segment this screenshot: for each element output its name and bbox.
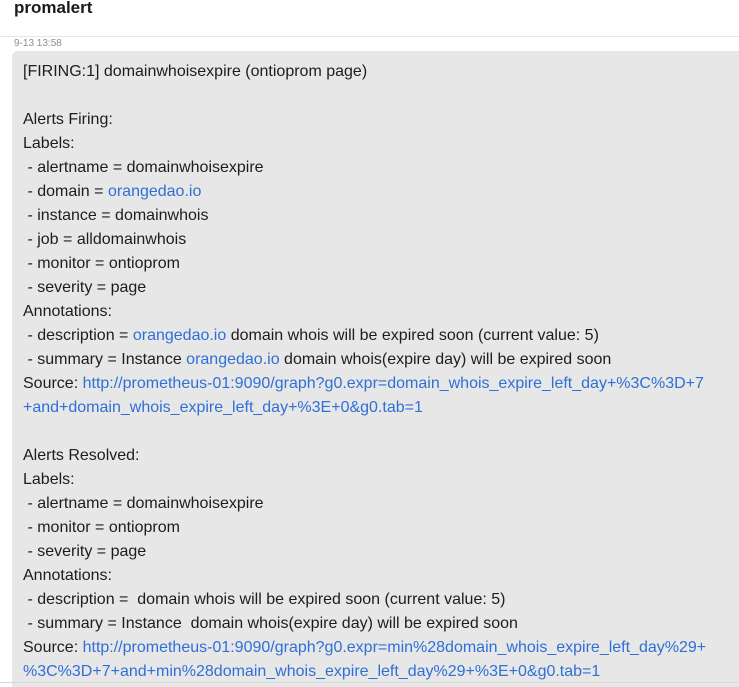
- message-line: [23, 180, 729, 204]
- message-text: - monitor = ontioprom: [23, 255, 180, 272]
- message-line: [23, 132, 729, 156]
- message-text: - job = alldomainwhois: [23, 231, 187, 248]
- message-text: Annotations:: [23, 567, 112, 584]
- divider: [0, 682, 739, 683]
- message-bubble[interactable]: [12, 51, 739, 687]
- message-line: [23, 444, 729, 468]
- message-link[interactable]: http://prometheus-01:9090/graph?g0.expr=domain_whois_expire_left_day+%3C%3D+7: [82, 375, 704, 392]
- message-text: Labels:: [23, 471, 75, 488]
- chat-header: [0, 0, 739, 37]
- message-line: [23, 60, 729, 84]
- message-link[interactable]: orangedao.io: [132, 327, 227, 344]
- message-text: - severity = page: [23, 543, 147, 560]
- message-text: Source:: [23, 375, 83, 392]
- message-text: domain whois will be expired soon (current value: 5): [226, 327, 599, 344]
- message-text: - description = domain whois will be expired soon (current value: 5): [23, 591, 506, 608]
- message-text: Annotations:: [23, 303, 112, 320]
- message-link[interactable]: %3C%3D+7+and+min%28domain_whois_expire_left_day%29+%3E+0&g0.tab=1: [23, 663, 601, 680]
- message-link[interactable]: orangedao.io: [107, 183, 202, 200]
- message-text: domain whois(expire day) will be expired soon: [279, 351, 612, 368]
- message-line: [23, 300, 729, 324]
- message-line: [23, 516, 729, 540]
- message-text: Labels:: [23, 135, 75, 152]
- message-line: [23, 372, 729, 396]
- message-line: [23, 252, 729, 276]
- message-line: [23, 564, 729, 588]
- message-line: [23, 540, 729, 564]
- message-text: - domain =: [23, 183, 108, 200]
- blank-line: [23, 420, 729, 444]
- message-text: - alertname = domainwhoisexpire: [23, 495, 264, 512]
- message-line: [23, 324, 729, 348]
- message-line: [23, 612, 729, 636]
- message-text: - monitor = ontioprom: [23, 519, 180, 536]
- chat-title: promalert: [14, 0, 93, 17]
- message-line: [23, 276, 729, 300]
- message-line: [23, 636, 729, 660]
- message-timestamp: 9-13 13:58: [14, 38, 62, 49]
- message-line: [23, 108, 729, 132]
- message-link[interactable]: orangedao.io: [186, 351, 280, 368]
- message-line: [23, 588, 729, 612]
- message-text: Alerts Resolved:: [23, 447, 140, 464]
- message-text: Alerts Firing:: [23, 111, 113, 128]
- message-text: - summary = Instance: [23, 351, 187, 368]
- message-text: [FIRING:1] domainwhoisexpire (ontioprom page): [23, 63, 368, 80]
- message-text: - severity = page: [23, 279, 147, 296]
- message-line: [23, 348, 729, 372]
- message-body: [23, 60, 729, 684]
- message-line: [23, 204, 729, 228]
- message-line: [23, 228, 729, 252]
- message-text: Source:: [23, 639, 83, 656]
- message-line: [23, 468, 729, 492]
- message-line: [23, 492, 729, 516]
- message-link[interactable]: +and+domain_whois_expire_left_day+%3E+0&g0.tab=1: [23, 399, 423, 416]
- message-line: [23, 396, 729, 420]
- message-text: - summary = Instance domain whois(expire day) will be expired soon: [23, 615, 518, 632]
- message-text: - alertname = domainwhoisexpire: [23, 159, 264, 176]
- message-line: [23, 660, 729, 684]
- message-text: - instance = domainwhois: [23, 207, 209, 224]
- blank-line: [23, 84, 729, 108]
- message-text: - description =: [23, 327, 133, 344]
- message-link[interactable]: http://prometheus-01:9090/graph?g0.expr=min%28domain_whois_expire_left_day%29+: [82, 639, 707, 656]
- message-line: [23, 156, 729, 180]
